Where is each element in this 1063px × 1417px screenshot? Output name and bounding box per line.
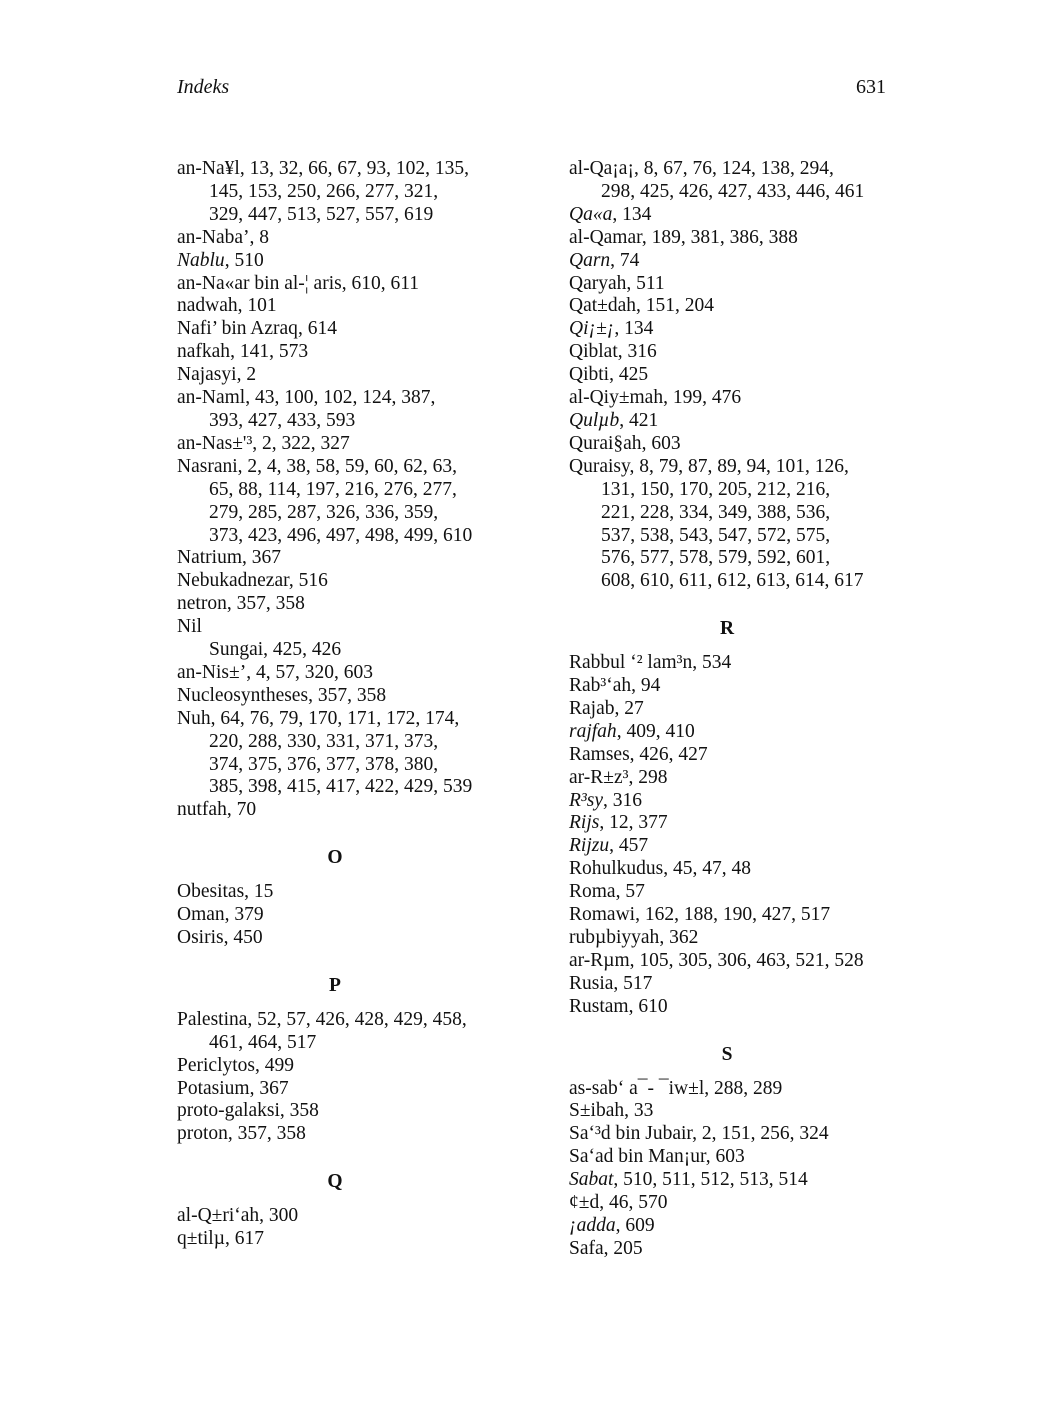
page-refs-continuation: 298, 425, 426, 427, 433, 446, 461 bbox=[601, 180, 865, 202]
index-entry bbox=[569, 652, 899, 675]
page-refs: , 94 bbox=[631, 675, 661, 697]
index-entry bbox=[569, 721, 899, 744]
page-refs: , 450 bbox=[223, 926, 263, 948]
index-entry-line bbox=[177, 662, 507, 685]
index-term: Qulµb bbox=[569, 409, 620, 431]
index-entry-line bbox=[177, 1228, 507, 1251]
page-refs-continuation: 608, 610, 611, 612, 613, 614, 617 bbox=[601, 570, 864, 592]
index-entry-line bbox=[569, 1169, 899, 1192]
index-column-left bbox=[177, 158, 507, 1251]
index-entry bbox=[177, 318, 507, 341]
index-entry-line bbox=[177, 341, 507, 364]
index-term: an-Naba’ bbox=[177, 226, 250, 248]
index-entry-line bbox=[177, 570, 507, 593]
page-refs: , 316 bbox=[603, 789, 643, 811]
page-refs: , 367 bbox=[241, 547, 281, 569]
index-entry-line bbox=[177, 799, 507, 822]
section-letter-s: S bbox=[721, 1043, 733, 1065]
index-entry-line bbox=[569, 996, 899, 1019]
index-entry bbox=[569, 1100, 899, 1123]
page-number: 631 bbox=[856, 76, 886, 98]
index-entry-line bbox=[569, 1192, 899, 1215]
page-refs-continuation: 461, 464, 517 bbox=[209, 1031, 317, 1053]
index-entry bbox=[177, 387, 507, 433]
running-title: Indeks bbox=[177, 76, 230, 98]
index-term: al-Q±ri‘ah bbox=[177, 1205, 260, 1227]
page-refs-continuation: 537, 538, 543, 547, 572, 575, bbox=[601, 524, 831, 546]
page-refs: , 105, 305, 306, 463, 521, 528 bbox=[629, 949, 864, 971]
index-entry bbox=[177, 456, 507, 548]
page-refs-continuation: 65, 88, 114, 197, 216, 276, 277, bbox=[209, 478, 457, 500]
index-term: Roma bbox=[569, 881, 616, 903]
page-refs: , 134 bbox=[614, 318, 654, 340]
page-refs: , 64, 76, 79, 170, 171, 172, 174, bbox=[210, 707, 460, 729]
index-term: nutfah bbox=[177, 799, 227, 821]
entry-group-n-continued bbox=[177, 662, 507, 822]
index-term: Potasium bbox=[177, 1077, 250, 1099]
page-refs-continuation: 279, 285, 287, 326, 336, 359, bbox=[209, 501, 439, 523]
section-letter-p: P bbox=[329, 974, 341, 996]
index-term: al-Qa¡a¡ bbox=[569, 158, 634, 179]
index-term: Qa«a bbox=[569, 203, 613, 225]
page-refs: , 534 bbox=[692, 652, 732, 674]
index-entry-line bbox=[177, 927, 507, 950]
index-term: Nafi’ bin Azraq bbox=[177, 318, 298, 340]
page-refs: , 52, 57, 426, 428, 429, 458, bbox=[247, 1008, 467, 1030]
index-term: Periclytos bbox=[177, 1054, 255, 1076]
page-refs-continuation: 145, 153, 250, 266, 277, 321, bbox=[209, 180, 439, 202]
index-column-right bbox=[569, 158, 899, 1261]
page-refs: , 15 bbox=[244, 881, 274, 903]
page-refs: , 2, 322, 327 bbox=[252, 432, 350, 454]
page-refs: , 610, 611 bbox=[341, 272, 419, 294]
index-entry-line bbox=[177, 1055, 507, 1078]
page-refs: , 409, 410 bbox=[616, 720, 695, 742]
index-entry-line bbox=[177, 273, 507, 296]
index-entry-line bbox=[569, 721, 899, 744]
index-entry bbox=[177, 227, 507, 250]
page-refs: , 316 bbox=[617, 341, 657, 363]
page-refs: , 358 bbox=[279, 1100, 319, 1122]
index-entry bbox=[177, 881, 507, 904]
index-entry bbox=[569, 204, 899, 227]
page-refs: , 603 bbox=[641, 432, 681, 454]
index-entry bbox=[177, 685, 507, 708]
index-entry-line bbox=[569, 250, 899, 273]
index-term: an-Na«ar bin al-¦ aris bbox=[177, 272, 342, 294]
page-refs: , 610 bbox=[628, 995, 668, 1017]
page-refs-continuation: 385, 398, 415, 417, 422, 429, 539 bbox=[209, 776, 473, 798]
page-refs: , 162, 188, 190, 427, 517 bbox=[635, 904, 831, 926]
index-entry-line bbox=[177, 456, 507, 479]
index-term: Nebukadnezar bbox=[177, 570, 289, 592]
page-refs: , 101 bbox=[237, 295, 277, 317]
index-term: Rijzu bbox=[569, 835, 610, 857]
index-entry-line bbox=[569, 904, 899, 927]
index-entry-line bbox=[569, 858, 899, 881]
index-term: Qat±dah bbox=[569, 295, 637, 317]
index-term: R³sy bbox=[569, 789, 604, 811]
index-term: rubµbiyyah bbox=[569, 926, 660, 948]
index-entry bbox=[177, 295, 507, 318]
index-entry-line bbox=[569, 1238, 899, 1261]
page-refs: , 8, 79, 87, 89, 94, 101, 126, bbox=[629, 455, 849, 477]
index-term: rajfah bbox=[569, 720, 617, 742]
index-entry-line bbox=[569, 767, 899, 790]
index-entry-line bbox=[569, 675, 899, 698]
index-entry bbox=[569, 1146, 899, 1169]
page-refs: , 510 bbox=[224, 249, 264, 271]
index-entry-line bbox=[177, 318, 507, 341]
index-entry bbox=[177, 1123, 507, 1146]
index-entry bbox=[569, 835, 899, 858]
page-refs: , 511 bbox=[626, 272, 665, 294]
index-entry-line bbox=[569, 1215, 899, 1238]
index-term: Quraisy bbox=[569, 455, 630, 477]
page-refs: , 70 bbox=[226, 799, 257, 821]
index-entry bbox=[177, 250, 507, 273]
page-refs: , 2, 151, 256, 324 bbox=[692, 1123, 829, 1145]
index-term: Sa‘ad bin Man¡ur bbox=[569, 1146, 706, 1168]
index-entry-line bbox=[177, 1205, 507, 1228]
index-entry bbox=[569, 858, 899, 881]
index-term: proto-galaksi bbox=[177, 1100, 280, 1122]
index-entry-line bbox=[177, 364, 507, 387]
index-entry bbox=[177, 364, 507, 387]
index-entry-line bbox=[569, 881, 899, 904]
index-entry bbox=[569, 364, 899, 387]
page-refs: , 516 bbox=[288, 570, 328, 592]
page-refs-continuation: 576, 577, 578, 579, 592, 601, bbox=[601, 547, 831, 569]
index-entry-line bbox=[569, 341, 899, 364]
index-entry-line bbox=[569, 1123, 899, 1146]
index-entry-line bbox=[569, 1146, 899, 1169]
page-refs: , 199, 476 bbox=[663, 387, 742, 409]
entry-group-q-continued bbox=[569, 158, 899, 593]
index-entry-line bbox=[569, 295, 899, 318]
page-refs: , 141, 573 bbox=[230, 341, 309, 363]
index-term: al-Qamar bbox=[569, 226, 642, 248]
index-entry-line bbox=[569, 652, 899, 675]
index-term: Nuh bbox=[177, 707, 211, 729]
page-refs: , 510, 511, 512, 513, 514 bbox=[613, 1169, 808, 1191]
index-entry bbox=[569, 227, 899, 250]
index-entry-line bbox=[177, 616, 507, 639]
index-term: ¡adda bbox=[569, 1214, 616, 1236]
index-term: Qi¡±¡ bbox=[569, 318, 615, 340]
index-term: Rusia bbox=[569, 972, 614, 994]
index-entry bbox=[569, 1169, 899, 1192]
index-entry bbox=[569, 698, 899, 721]
index-entry-line bbox=[177, 881, 507, 904]
entry-group-q bbox=[177, 1205, 507, 1251]
page-refs: , 74 bbox=[610, 249, 640, 271]
index-entry bbox=[569, 433, 899, 456]
index-entry bbox=[569, 812, 899, 835]
index-entry-line bbox=[569, 456, 899, 479]
index-term: Rajab bbox=[569, 697, 615, 719]
page-refs-continuation: 374, 375, 376, 377, 378, 380, bbox=[209, 753, 439, 775]
page-refs: , 426, 427 bbox=[629, 743, 708, 765]
index-entry bbox=[569, 744, 899, 767]
index-entry-line bbox=[569, 927, 899, 950]
page-refs: , 425 bbox=[609, 364, 649, 386]
index-term: Safa bbox=[569, 1237, 604, 1259]
index-term: netron bbox=[177, 593, 227, 615]
index-entry bbox=[177, 1009, 507, 1055]
index-term: Obesitas bbox=[177, 881, 245, 903]
index-term: Osiris bbox=[177, 926, 224, 948]
page-refs: , 617 bbox=[224, 1228, 264, 1250]
index-entry bbox=[569, 1238, 899, 1261]
index-entry bbox=[177, 799, 507, 822]
index-term: S±ibah bbox=[569, 1100, 625, 1122]
index-entry bbox=[177, 1100, 507, 1123]
page-refs-continuation: 220, 288, 330, 331, 371, 373, bbox=[209, 730, 439, 752]
entry-group-n bbox=[177, 158, 507, 639]
index-term: Qiblat bbox=[569, 341, 618, 363]
index-entry-line bbox=[569, 364, 899, 387]
page-refs: , 300 bbox=[259, 1205, 299, 1227]
index-entry-line bbox=[177, 708, 507, 731]
index-entry-line bbox=[177, 593, 507, 616]
index-entry bbox=[569, 904, 899, 927]
page-refs: , 517 bbox=[613, 972, 653, 994]
index-term: Rustam bbox=[569, 995, 629, 1017]
page-refs: , 357, 358 bbox=[308, 684, 387, 706]
page-refs: , 151, 204 bbox=[636, 295, 715, 317]
index-entry bbox=[569, 927, 899, 950]
page-refs-continuation: 221, 228, 334, 349, 388, 536, bbox=[601, 501, 831, 523]
index-entry bbox=[569, 250, 899, 273]
index-entry bbox=[569, 1078, 899, 1101]
index-term: q±tilµ bbox=[177, 1228, 225, 1250]
index-term: proton bbox=[177, 1123, 228, 1145]
page-refs: , 8, 67, 76, 124, 138, 294, bbox=[633, 158, 834, 179]
index-entry bbox=[569, 410, 899, 433]
page-refs: , 288, 289 bbox=[704, 1077, 783, 1099]
index-entry-line bbox=[569, 1078, 899, 1101]
page-refs: , 57 bbox=[615, 881, 645, 903]
page-refs: , 298 bbox=[628, 766, 668, 788]
index-entry bbox=[569, 675, 899, 698]
index-entry-line bbox=[569, 698, 899, 721]
page-refs: , 13, 32, 66, 67, 93, 102, 135, bbox=[239, 158, 469, 179]
index-entry-line bbox=[177, 1100, 507, 1123]
page-refs: , 379 bbox=[224, 904, 264, 926]
entry-group-p bbox=[177, 1009, 507, 1146]
index-entry-line bbox=[177, 433, 507, 456]
index-term: ¢±d bbox=[569, 1192, 600, 1214]
index-term: Rab³‘ah bbox=[569, 675, 632, 697]
index-term: Sa‘³d bin Jubair bbox=[569, 1123, 693, 1145]
page-refs: , 357, 358 bbox=[227, 1123, 306, 1145]
index-entry bbox=[569, 881, 899, 904]
index-entry-line bbox=[569, 744, 899, 767]
index-entry bbox=[569, 456, 899, 593]
index-entry-line bbox=[569, 204, 899, 227]
page-refs: , 362 bbox=[659, 926, 699, 948]
index-term: Nablu bbox=[177, 249, 225, 271]
index-entry bbox=[177, 547, 507, 570]
entry-group-s bbox=[569, 1078, 899, 1261]
index-term: Qaryah bbox=[569, 272, 627, 294]
page-refs: , 33 bbox=[624, 1100, 654, 1122]
index-entry bbox=[569, 387, 899, 410]
page-refs: , 457 bbox=[609, 835, 649, 857]
index-entry bbox=[177, 433, 507, 456]
index-entry-line bbox=[177, 547, 507, 570]
index-term: ar-R±z³ bbox=[569, 766, 629, 788]
section-letter-q: Q bbox=[327, 1171, 343, 1193]
index-entry-line bbox=[177, 1009, 507, 1032]
entry-group-r bbox=[569, 652, 899, 1019]
index-entry bbox=[569, 295, 899, 318]
index-entry-line bbox=[177, 387, 507, 410]
index-term: Sabat bbox=[569, 1169, 614, 1191]
page-refs: , 45, 47, 48 bbox=[663, 858, 752, 880]
index-entry-line bbox=[177, 685, 507, 708]
index-term: Palestina bbox=[177, 1008, 248, 1030]
index-entry-line bbox=[177, 158, 507, 181]
index-entry-line bbox=[569, 790, 899, 813]
page-refs: , 499 bbox=[255, 1054, 294, 1076]
page-refs: , 357, 358 bbox=[226, 593, 305, 615]
page-refs-continuation: 393, 427, 433, 593 bbox=[209, 409, 356, 431]
index-term: nadwah bbox=[177, 295, 238, 317]
index-entry bbox=[177, 927, 507, 950]
index-entry-line bbox=[177, 1078, 507, 1101]
index-entry-line bbox=[177, 295, 507, 318]
index-term: ar-Rµm bbox=[569, 949, 630, 971]
index-term: an-Naml bbox=[177, 387, 246, 409]
page-refs: , 614 bbox=[297, 318, 337, 340]
page-refs: , 27 bbox=[614, 697, 644, 719]
page-refs: , 189, 381, 386, 388 bbox=[641, 226, 798, 248]
index-entry bbox=[569, 950, 899, 973]
page-refs-continuation: 329, 447, 513, 527, 557, 619 bbox=[209, 203, 434, 225]
index-entry-line bbox=[569, 950, 899, 973]
index-term: al-Qiy±mah bbox=[569, 387, 664, 409]
index-term: Ramses bbox=[569, 743, 630, 765]
index-entry-line bbox=[569, 1100, 899, 1123]
index-entry-line bbox=[569, 158, 899, 181]
index-term: Natrium bbox=[177, 547, 242, 569]
index-entry bbox=[569, 973, 899, 996]
index-term: Nil bbox=[177, 616, 202, 638]
index-entry bbox=[177, 570, 507, 593]
index-entry-line bbox=[569, 273, 899, 296]
index-subentry: Sungai, 425, 426 bbox=[209, 639, 342, 661]
page-refs-continuation: 131, 150, 170, 205, 212, 216, bbox=[601, 478, 831, 500]
index-entry-line bbox=[569, 318, 899, 341]
index-term: an-Nas±'³ bbox=[177, 432, 253, 454]
index-entry-line bbox=[569, 387, 899, 410]
page-refs: , 367 bbox=[249, 1077, 289, 1099]
section-letter-r: R bbox=[719, 618, 735, 640]
section-letter-o: O bbox=[327, 847, 343, 869]
page-refs: , 609 bbox=[615, 1214, 655, 1236]
index-entry bbox=[569, 158, 899, 204]
index-term: Oman bbox=[177, 904, 225, 926]
index-entry-line bbox=[569, 433, 899, 456]
index-entry bbox=[569, 273, 899, 296]
index-term: an-Nis±’ bbox=[177, 661, 247, 683]
page-refs: , 2, 4, 38, 58, 59, 60, 62, 63, bbox=[237, 455, 458, 477]
index-term: Qarn bbox=[569, 249, 611, 271]
index-term: Nasrani bbox=[177, 455, 238, 477]
index-term: Najasyi bbox=[177, 364, 237, 386]
page-refs: , 421 bbox=[619, 409, 659, 431]
index-term: an-Na¥l bbox=[177, 158, 240, 179]
index-entry bbox=[177, 1205, 507, 1228]
index-term: nafkah bbox=[177, 341, 231, 363]
index-entry bbox=[177, 1228, 507, 1251]
page-refs: , 603 bbox=[705, 1146, 745, 1168]
index-entry bbox=[569, 767, 899, 790]
page-refs: , 12, 377 bbox=[599, 812, 668, 834]
index-term: Nucleosyntheses bbox=[177, 684, 309, 706]
page-refs: , 43, 100, 102, 124, 387, bbox=[245, 387, 436, 409]
index-term: Rabbul ‘² lam³n bbox=[569, 652, 693, 674]
index-entry-line bbox=[177, 250, 507, 273]
page-refs: , 46, 570 bbox=[599, 1192, 668, 1214]
index-entry bbox=[177, 1055, 507, 1078]
index-entry bbox=[569, 341, 899, 364]
index-entry-line bbox=[569, 973, 899, 996]
index-term: Rijs bbox=[569, 812, 600, 834]
index-entry bbox=[177, 662, 507, 685]
index-term: as-sab‘ a¯- ¯iw±l bbox=[569, 1077, 705, 1099]
index-entry-line bbox=[569, 410, 899, 433]
page-refs-continuation: 373, 423, 496, 497, 498, 499, 610 bbox=[209, 524, 473, 546]
page-refs: , 8 bbox=[249, 226, 270, 248]
index-entry bbox=[569, 996, 899, 1019]
index-term: Rohulkudus bbox=[569, 858, 664, 880]
index-term: Romawi bbox=[569, 904, 636, 926]
page-refs: , 134 bbox=[612, 203, 652, 225]
index-entry bbox=[177, 593, 507, 616]
index-term: Qibti bbox=[569, 364, 610, 386]
index-entry bbox=[177, 904, 507, 927]
index-entry-line bbox=[569, 812, 899, 835]
index-entry bbox=[177, 341, 507, 364]
page-refs: , 4, 57, 320, 603 bbox=[246, 661, 373, 683]
page-refs: , 205 bbox=[603, 1237, 643, 1259]
index-entry-line bbox=[569, 227, 899, 250]
index-entry-line bbox=[177, 1123, 507, 1146]
index-entry bbox=[177, 616, 507, 639]
index-entry bbox=[177, 273, 507, 296]
page-refs: , 2 bbox=[236, 364, 257, 386]
index-entry-line bbox=[177, 904, 507, 927]
index-entry-line bbox=[569, 835, 899, 858]
index-entry bbox=[177, 708, 507, 800]
index-term: Qurai§ah bbox=[569, 432, 642, 454]
index-entry bbox=[569, 1192, 899, 1215]
index-entry bbox=[177, 158, 507, 227]
index-entry bbox=[569, 790, 899, 813]
index-entry bbox=[569, 1215, 899, 1238]
index-entry-line bbox=[177, 227, 507, 250]
index-entry bbox=[569, 318, 899, 341]
entry-group-o bbox=[177, 881, 507, 950]
index-entry bbox=[569, 1123, 899, 1146]
index-entry bbox=[177, 1078, 507, 1101]
